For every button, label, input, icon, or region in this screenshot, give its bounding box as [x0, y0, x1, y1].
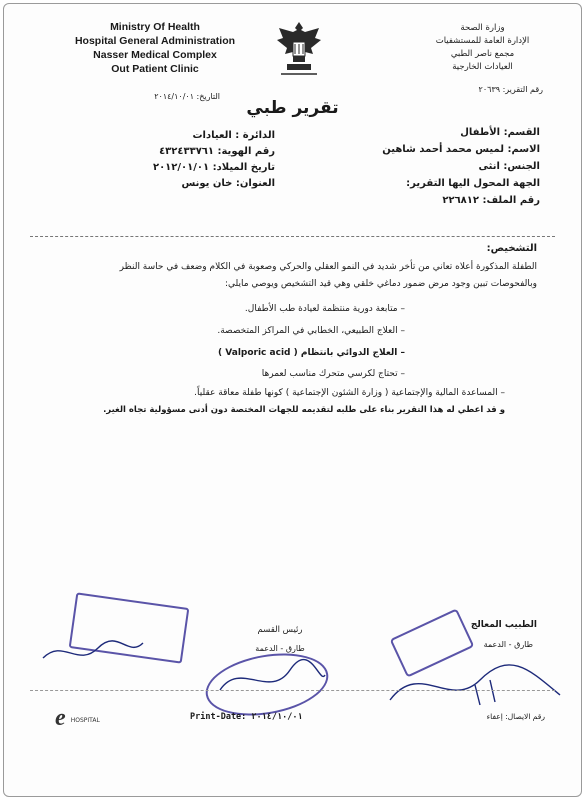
- header-english: [45, 20, 265, 76]
- eagle-emblem-icon: [275, 18, 323, 78]
- closing-statement: و قد اعطي له هذا التقرير بناء على طلبه لتقديمه للجهات المختصة دون أدنى مسؤولية تجاه الغير.: [103, 405, 505, 415]
- footer-divider: [30, 690, 555, 691]
- department-signature-icon: [200, 640, 330, 715]
- logo-text: HOSPITAL: [70, 717, 100, 724]
- field-file-number: رقم الملف: ٢٢٦٨١٢: [442, 195, 540, 206]
- diagnosis-text: [67, 259, 537, 293]
- header-ar-line1: وزارة الصحة: [460, 23, 505, 33]
- e-logo-icon: e: [55, 705, 66, 731]
- diagnosis-label: التشخيص:: [486, 243, 537, 254]
- treating-doctor-name: طارق - الدعمة: [483, 640, 533, 649]
- header-en-line3: Nasser Medical Complex: [93, 49, 217, 61]
- field-recipient: الجهة المحول اليها التقرير:: [406, 178, 540, 189]
- field-department: الدائرة : العيادات: [192, 130, 275, 141]
- divider: [30, 236, 555, 237]
- header-ar-line2: الإدارة العامة للمستشفيات: [435, 36, 530, 46]
- field-gender: الجنس: انثى: [478, 161, 540, 172]
- field-birth-date: تاريخ الميلاد: ٢٠١٢/٠١/٠١: [152, 162, 275, 173]
- field-address: العنوان: خان يونس: [181, 178, 275, 189]
- receipt-number: رقم الايصال: إعفاء: [486, 712, 545, 721]
- document-title: تقرير طبي: [246, 98, 339, 118]
- header-en-line2: Hospital General Administration: [74, 35, 236, 47]
- department-head-title: رئيس القسم: [257, 625, 303, 635]
- header-arabic: [420, 22, 545, 74]
- diagnosis-line-2: وبالفحوصات تبين وجود مرض ضمور دماغي خلقي وهي قيد التشخيص ويوصي مايلي:: [224, 279, 537, 289]
- header-en-line1: Ministry Of Health: [110, 21, 200, 33]
- right-fields: [320, 124, 540, 209]
- recommendation-item: – العلاج الدوائي بانتظام ( Valporic acid ): [218, 348, 405, 358]
- header-ar-line3: مجمع ناصر الطبي: [450, 49, 515, 59]
- field-id-number: رقم الهوية: ٤٣٢٤٣٣٧٦١: [159, 146, 275, 157]
- left-fields: [95, 128, 275, 192]
- header-ar-line4: العيادات الخارجية: [452, 62, 513, 72]
- field-name: الاسم: لميس محمد أحمد شاهين: [382, 144, 540, 155]
- hospital-logo: [55, 705, 110, 737]
- print-date: Print-Date: ٢٠١٤/١٠/٠١: [190, 712, 303, 722]
- doctor-signature-icon: [380, 640, 570, 720]
- report-number: رقم التقرير: ٢٠٦٣٩: [478, 85, 543, 94]
- administration-signature-icon: [38, 628, 148, 678]
- treating-doctor-title: الطبيب المعالج: [470, 620, 537, 630]
- department-head-name: طارق - الدعمة: [255, 644, 305, 653]
- recommendation-item: – متابعة دورية منتظمة لعيادة طب الأطفال.: [244, 304, 405, 314]
- recommendation-item: – المساعدة المالية والإجتماعية ( وزارة الشئون الإجتماعية ) كونها طفلة معاقة عقلياً.: [194, 388, 505, 398]
- recommendation-item: – تحتاج لكرسي متحرك مناسب لعمرها: [261, 369, 405, 379]
- header-en-line4: Out Patient Clinic: [111, 63, 199, 75]
- diagnosis-line-1: الطفلة المذكورة أعلاه تعاني من تأخر شديد في النمو العقلي والحركي وصعوبة في الكلام وضعف في حاسة النظر: [119, 262, 537, 272]
- recommendation-item: – العلاج الطبيعي، الخطابي في المراكز المتخصصة.: [217, 326, 405, 336]
- report-date: التاريخ: ٢٠١٤/١٠/٠١: [154, 92, 220, 101]
- field-section: القسم: الأطفال: [460, 127, 540, 138]
